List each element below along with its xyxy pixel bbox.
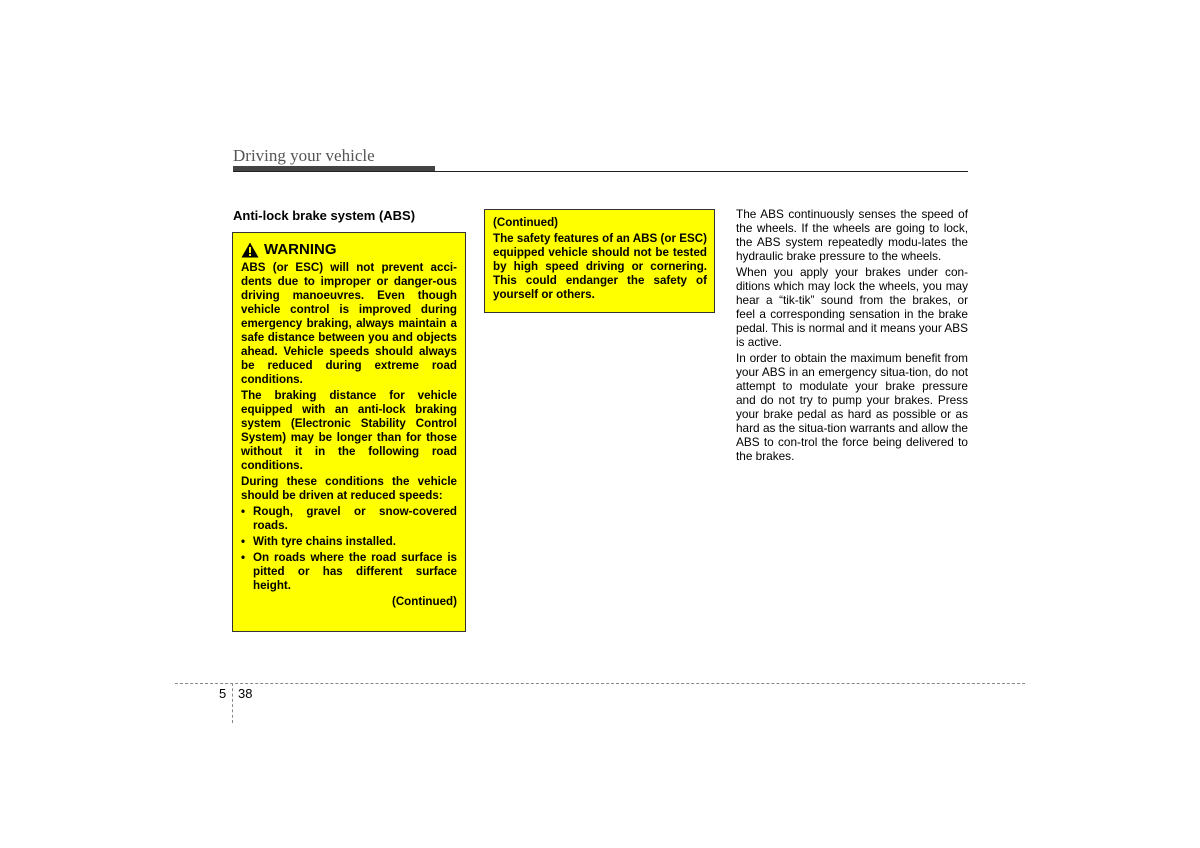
chapter-number: 5: [219, 686, 227, 701]
footer-divider: [232, 683, 233, 723]
warning-bullet-item: • With tyre chains installed.: [241, 535, 457, 549]
header-rule: [233, 171, 968, 172]
warning-paragraph: During these conditions the vehicle should be driven at reduced speeds:: [241, 475, 457, 502]
body-paragraph: When you apply your brakes under con-ditions which may lock the wheels, you may hear a “tik-tik” sound from the brakes, or feel a corresponding sensation in the brake pedal. This is normal and it means your ABS is active.: [736, 265, 968, 349]
warning-box: [232, 232, 466, 632]
page-number: 38: [238, 686, 253, 701]
body-text-column: [736, 207, 968, 465]
page-header-title: Driving your vehicle: [233, 146, 375, 165]
section-heading: Anti-lock brake system (ABS): [233, 208, 416, 223]
body-paragraph: The ABS continuously senses the speed of the wheels. If the wheels are going to lock, the ABS system repeatedly modu-lates the hydraulic brake pressure to the wheels.: [736, 207, 968, 263]
continued-text: The safety features of an ABS (or ESC) equipped vehicle should not be tested by high speed driving or cornering. This could endanger the safety of yourself or others.: [493, 232, 707, 301]
warning-triangle-icon: [241, 242, 259, 258]
warning-bullet-item: • Rough, gravel or snow-covered roads.: [241, 505, 457, 533]
continued-warning-box: [484, 209, 715, 313]
warning-paragraph: The braking distance for vehicle equipped with an anti-lock braking system (Electronic Stability Control System) may be longer than for those without it in the following road conditions.: [241, 389, 457, 472]
warning-title: [241, 241, 457, 259]
continued-label: (Continued): [493, 216, 559, 229]
warning-continued-label: (Continued): [391, 595, 457, 608]
warning-title-text: WARNING: [264, 241, 337, 258]
footer-rule: [175, 683, 1025, 684]
warning-paragraph: ABS (or ESC) will not prevent acci-dents due to improper or danger-ous driving manoeuvres. Even though vehicle control is improved during emergency braking, always maintain a safe distance between you and objects ahead. Vehicle speeds should always be reduced during extreme road conditions.: [241, 261, 457, 386]
body-paragraph: In order to obtain the maximum benefit from your ABS in an emergency situa-tion, do not attempt to modulate your brake pressure and do not try to pump your brakes. Press your brake pedal as hard as possible or as hard as the situa-tion warrants and allow the ABS to con-trol the force being delivered to the brakes.: [736, 351, 968, 463]
warning-bullet-item: • On roads where the road surface is pitted or has different surface height.: [241, 551, 457, 593]
warning-bullet-list: [241, 505, 457, 593]
